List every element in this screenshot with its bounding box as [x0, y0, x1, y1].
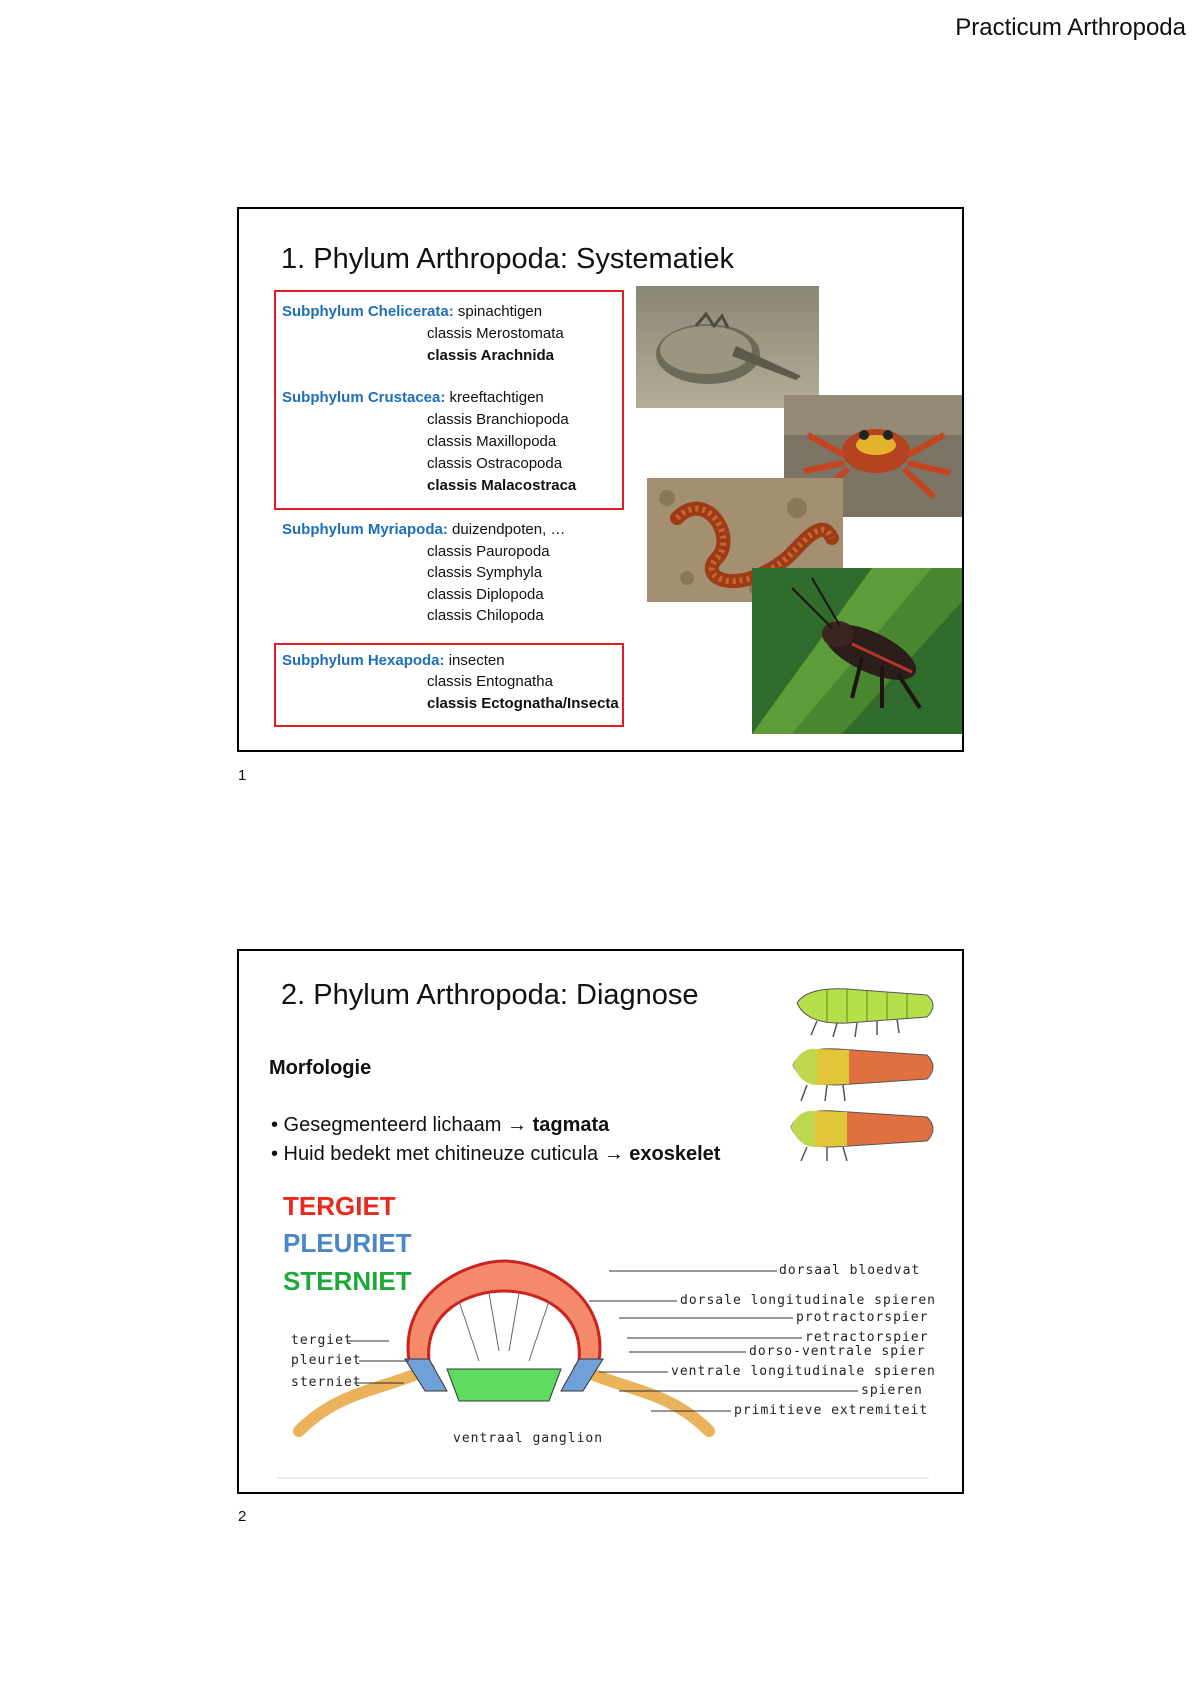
class-item: classis Ostracopoda — [427, 455, 563, 472]
class-item: classis Chilopoda — [427, 607, 544, 624]
leader-lines — [239, 951, 964, 1494]
keyword-tergiet: TERGIET — [283, 1191, 396, 1221]
slide-1 — [237, 207, 964, 752]
group-myriapoda: Subphylum Myriapoda: duizendpoten, … — [282, 521, 566, 538]
class-item: classis Ectognatha/Insecta — [427, 695, 619, 712]
group-chelicerata: Subphylum Chelicerata: spinachtigen — [282, 303, 543, 320]
diagram-label: spieren — [861, 1383, 923, 1398]
diagram-label: pleuriet — [291, 1353, 362, 1368]
group-crustacea: Subphylum Crustacea: kreeftachtigen — [282, 389, 544, 406]
diagram-label: ventraal ganglion — [453, 1431, 604, 1446]
diagram-label: dorsaal bloedvat — [779, 1263, 921, 1278]
class-item: classis Merostomata — [427, 325, 564, 342]
diagram-label: dorso-ventrale spier — [749, 1344, 926, 1359]
grasshopper-photo — [752, 568, 964, 734]
class-item: classis Symphyla — [427, 564, 543, 581]
diagram-label: sterniet — [291, 1375, 362, 1390]
diagram-label: dorsale longitudinale spieren — [680, 1293, 936, 1308]
group-hexapoda: Subphylum Hexapoda: insecten — [282, 652, 505, 669]
running-header: Practicum Arthropoda — [955, 14, 1186, 41]
class-item: classis Maxillopoda — [427, 433, 557, 450]
diagram-label: retractorspier — [805, 1330, 929, 1345]
diagram-label: tergiet — [291, 1333, 353, 1348]
keyword-pleuriet: PLEURIET — [283, 1228, 412, 1258]
class-item: classis Pauropoda — [427, 543, 550, 560]
section-heading: Morfologie — [269, 1057, 372, 1079]
class-item: classis Diplopoda — [427, 586, 544, 603]
slide-title: 2. Phylum Arthropoda: Diagnose — [281, 979, 699, 1011]
slide-title: 1. Phylum Arthropoda: Systematiek — [281, 243, 734, 275]
diagram-label: primitieve extremiteit — [734, 1403, 929, 1418]
page-number: 2 — [238, 1508, 247, 1525]
horseshoe-crab-photo — [636, 286, 819, 408]
class-item: classis Arachnida — [427, 347, 555, 364]
class-item: classis Entognatha — [427, 673, 553, 690]
class-item: classis Malacostraca — [427, 477, 577, 494]
page-number: 1 — [238, 767, 247, 784]
diagram-label: ventrale longitudinale spieren — [671, 1364, 936, 1379]
diagram-label: protractorspier — [796, 1310, 929, 1325]
bullet-exoskelet: • Huid bedekt met chitineuze cuticula → exoskelet — [271, 1143, 721, 1165]
slide-2 — [237, 949, 964, 1494]
bullet-tagmata: • Gesegmenteerd lichaam → tagmata — [271, 1114, 610, 1136]
class-item: classis Branchiopoda — [427, 411, 569, 428]
keyword-sterniet: STERNIET — [283, 1266, 412, 1296]
